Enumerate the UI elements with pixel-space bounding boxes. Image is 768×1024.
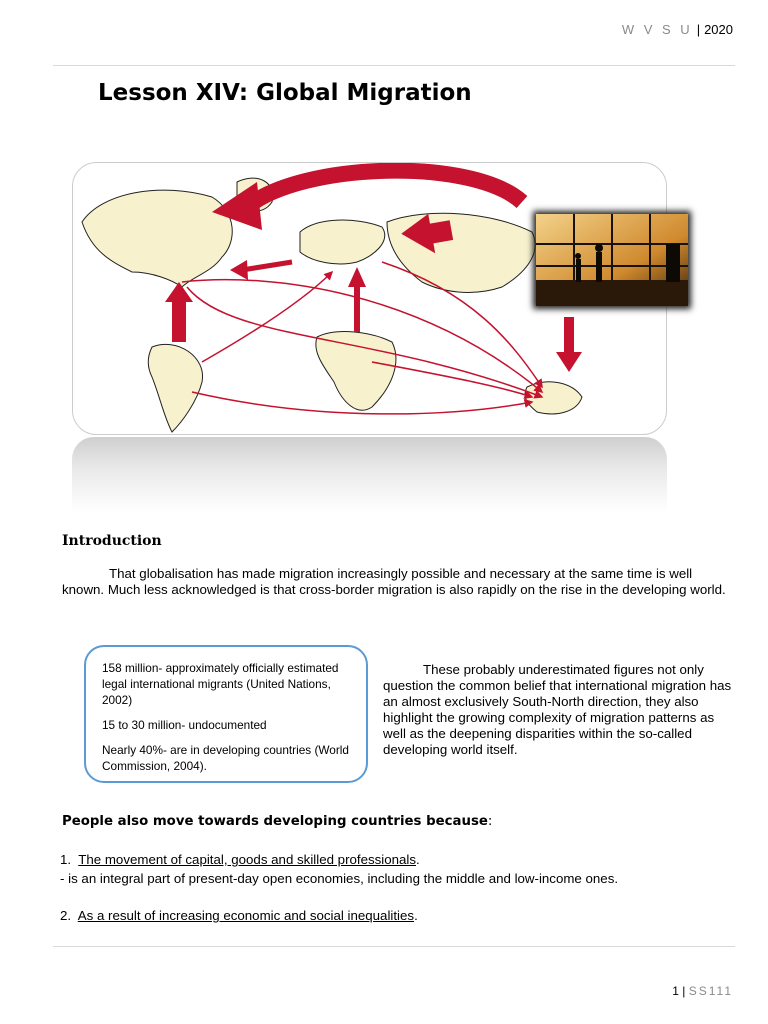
reasons-heading-colon: : <box>487 814 493 829</box>
reason-2-period: . <box>414 908 418 923</box>
statistics-box <box>84 645 368 783</box>
reason-2-title: As a result of increasing economic and social inequalities <box>77 908 415 923</box>
reason-1-description: - is an integral part of present-day open economies, including the middle and low-income ones. <box>60 871 619 886</box>
reason-item-1 <box>60 851 420 869</box>
course-code: SS111 <box>688 984 733 998</box>
reason-1-title: The movement of capital, goods and skilled professionals <box>78 852 417 867</box>
page-footer <box>672 984 733 998</box>
page-title: Lesson XIV: Global Migration <box>98 80 472 106</box>
page-header <box>622 22 733 37</box>
map-reflection <box>72 437 667 512</box>
page-number: 1 <box>672 984 679 998</box>
footer-divider <box>53 946 735 947</box>
stat-legal-migrants: 158 million- approximately officially estimated legal international migrants (United Nations, 2002) <box>102 661 339 707</box>
reason-2-number: 2. <box>60 908 72 923</box>
header-separator: | <box>696 22 701 37</box>
airport-travelers-photo <box>536 214 688 306</box>
introduction-heading: Introduction <box>62 533 162 549</box>
reason-1-period: . <box>416 852 420 867</box>
airport-window-illustration <box>536 214 688 306</box>
header-year: 2020 <box>704 22 733 37</box>
reasons-heading <box>62 814 492 829</box>
header-divider <box>53 65 735 66</box>
figures-paragraph: These probably underestimated figures not only question the common belief that international migration has an almost exclusively South-North direction, they also highlight the growing complexity of migration patterns as well as the deepening disparities within the so-called developing world itself. <box>383 662 732 757</box>
reasons-heading-text: People also move towards developing countries because <box>62 814 488 829</box>
header-org: W V S U <box>621 22 693 37</box>
introduction-paragraph: That globalisation has made migration increasingly possible and necessary at the same time is well known. Much less acknowledged is that cross-border migration is also rapidly on the rise in the developing world. <box>62 566 726 597</box>
stat-undocumented: 15 to 30 million- undocumented <box>102 718 267 732</box>
stat-developing-countries: Nearly 40%- are in developing countries (World Commission, 2004). <box>102 743 349 773</box>
reason-1-number: 1. <box>60 852 72 867</box>
reason-item-2 <box>60 908 418 923</box>
footer-separator: | <box>682 984 686 998</box>
